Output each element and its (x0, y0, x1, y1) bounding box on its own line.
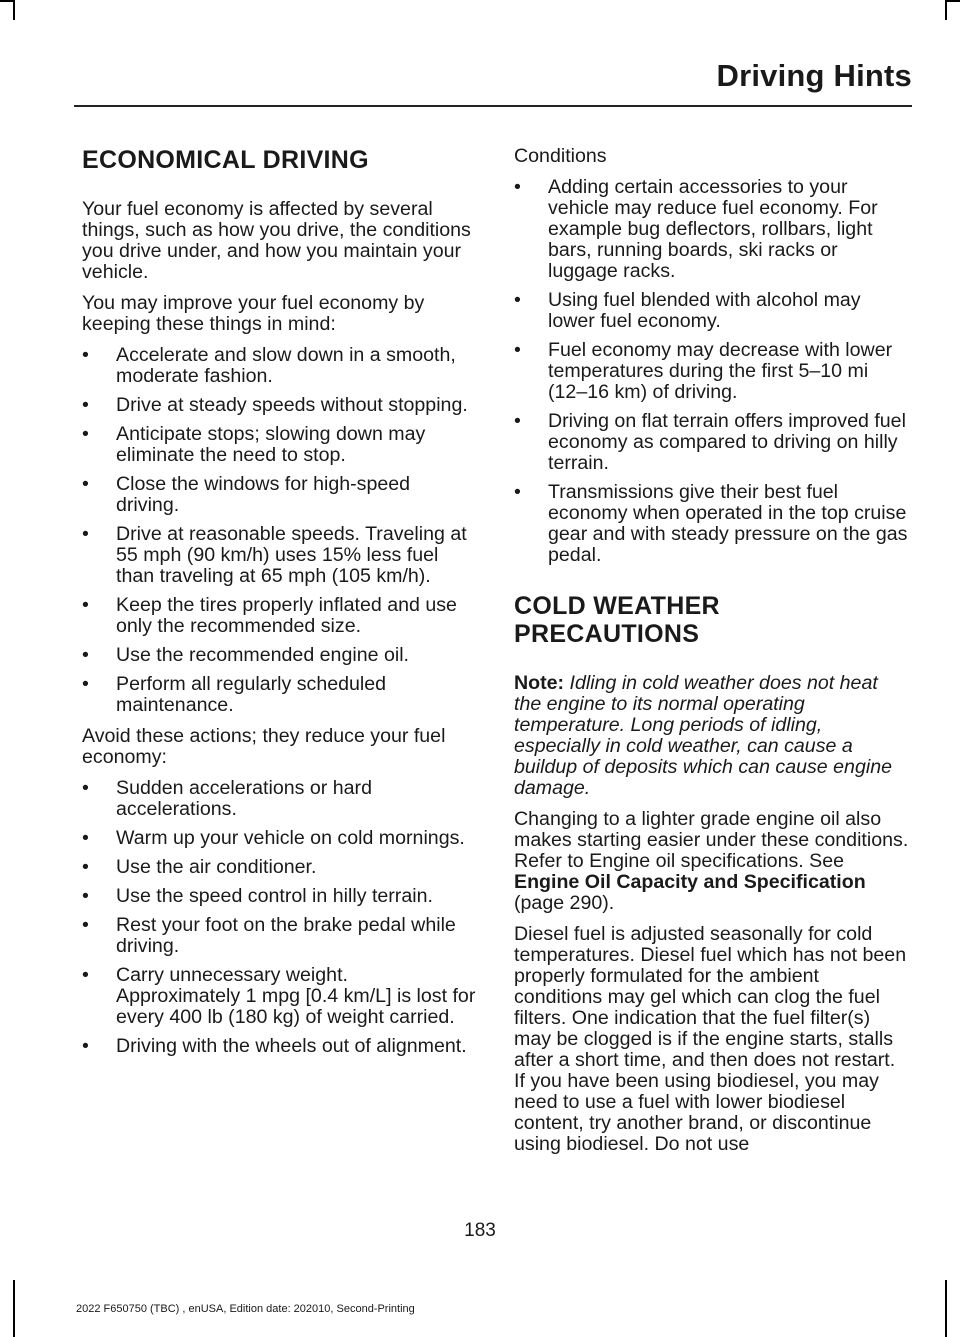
note-label: Note: (514, 672, 565, 694)
header-divider (74, 105, 912, 107)
oil-paragraph (514, 809, 909, 914)
list-item: • Keep the tires properly inflated and use only the recommended size. (82, 595, 476, 637)
list-item: • Use the air conditioner. (82, 857, 476, 878)
avoid-intro-paragraph: Avoid these actions; they reduce your fuel economy: (82, 725, 446, 768)
intro-paragraph: Your fuel economy is affected by several things, such as how you drive, the conditions you drive under, and how you maintain your vehicle. (82, 198, 471, 283)
page-header-title: Driving Hints (716, 58, 912, 93)
list-item: • Drive at steady speeds without stopping. (82, 395, 476, 416)
list-item: • Warm up your vehicle on cold mornings. (82, 828, 476, 849)
improve-list (82, 345, 476, 716)
list-item: • Using fuel blended with alcohol may lower fuel economy. (514, 290, 909, 332)
list-item: • Driving on flat terrain offers improved fuel economy as compared to driving on hilly terrain. (514, 411, 909, 474)
crop-mark (945, 1280, 947, 1337)
list-item: • Driving with the wheels out of alignment. (82, 1036, 476, 1057)
crop-mark (13, 1280, 15, 1337)
improve-intro-paragraph: You may improve your fuel economy by keeping these things in mind: (82, 292, 425, 335)
avoid-list (82, 778, 476, 1057)
section-heading-cold-weather (514, 592, 909, 648)
cross-reference-link[interactable]: Engine Oil Capacity and Specification (514, 871, 866, 893)
oil-text: Changing to a lighter grade engine oil also makes starting easier under these conditions. Refer to Engine oil specifications. See (514, 808, 909, 872)
list-item: • Carry unnecessary weight. Approximately 1 mpg [0.4 km/L] is lost for every 400 lb (180 kg) of weight carried. (82, 965, 476, 1028)
note-text: Idling in cold weather does not heat the engine to its normal operating temperature. Long periods of idling, especially in cold weather, can cause a buildup of deposits which can cause engine damage. (514, 672, 892, 799)
list-item: • Drive at reasonable speeds. Traveling at 55 mph (90 km/h) uses 15% less fuel than traveling at 65 mph (105 km/h). (82, 524, 476, 587)
conditions-list (514, 177, 909, 566)
heading-line: PRECAUTIONS (514, 620, 700, 648)
heading-line: COLD WEATHER (514, 592, 720, 620)
list-item: • Fuel economy may decrease with lower temperatures during the first 5–10 mi (12–16 km) of driving. (514, 340, 909, 403)
right-column (514, 146, 909, 1165)
list-item: • Accelerate and slow down in a smooth, moderate fashion. (82, 345, 476, 387)
list-item: • Perform all regularly scheduled maintenance. (82, 674, 476, 716)
crop-mark (945, 0, 947, 20)
page-number: 183 (464, 1220, 496, 1241)
cross-reference-page: (page 290). (514, 892, 615, 914)
diesel-paragraph: Diesel fuel is adjusted seasonally for cold temperatures. Diesel fuel which has not been properly formulated for the ambient conditions may gel which can clog the fuel filters. One indication that the fuel filter(s) may be clogged is if the engine starts, stalls after a short time, and then does not restart. If you have been using biodiesel, you may need to use a fuel with lower biodiesel content, try another brand, or discontinue using biodiesel. Do not use (514, 923, 907, 1155)
edition-footer: 2022 F650750 (TBC) , enUSA, Edition date: 202010, Second-Printing (76, 1303, 415, 1315)
left-column (82, 146, 476, 1067)
list-item: • Anticipate stops; slowing down may eliminate the need to stop. (82, 424, 476, 466)
crop-mark (945, 0, 960, 2)
list-item: • Adding certain accessories to your vehicle may reduce fuel economy. For example bug deflectors, rollbars, light bars, running boards, ski racks or luggage racks. (514, 177, 909, 282)
list-item: • Transmissions give their best fuel economy when operated in the top cruise gear and with steady pressure on the gas pedal. (514, 482, 909, 566)
list-item: • Use the recommended engine oil. (82, 645, 476, 666)
list-item: • Use the speed control in hilly terrain. (82, 886, 476, 907)
section-heading-economical-driving: ECONOMICAL DRIVING (82, 146, 369, 174)
conditions-label: Conditions (514, 145, 607, 167)
list-item: • Close the windows for high-speed driving. (82, 474, 476, 516)
note-paragraph (514, 673, 909, 799)
list-item: • Sudden accelerations or hard accelerations. (82, 778, 476, 820)
list-item: • Rest your foot on the brake pedal while driving. (82, 915, 476, 957)
crop-mark (13, 0, 15, 20)
